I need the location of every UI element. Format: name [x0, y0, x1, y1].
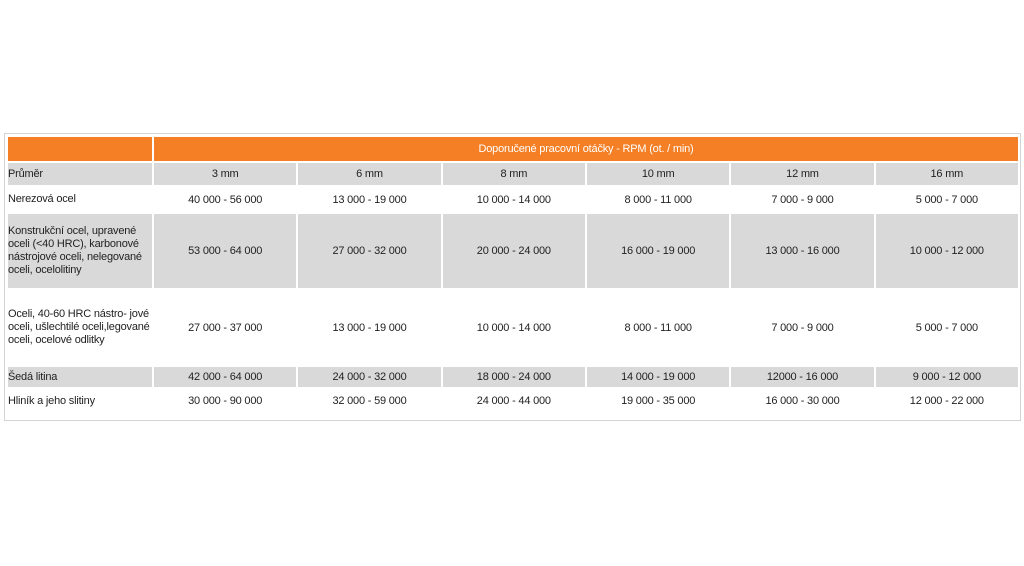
rpm-value: 32 000 - 59 000 [298, 389, 440, 413]
rpm-value: 9 000 - 12 000 [876, 367, 1018, 387]
rpm-value: 10 000 - 12 000 [876, 214, 1018, 288]
rpm-value: 40 000 - 56 000 [154, 187, 296, 212]
size-header: 6 mm [298, 163, 440, 185]
size-header: 12 mm [731, 163, 873, 185]
rpm-value: 7 000 - 9 000 [731, 290, 873, 365]
size-header-row [8, 163, 1018, 185]
rpm-value: 7 000 - 9 000 [731, 187, 873, 212]
material-label: Nerezová ocel [8, 187, 152, 212]
table-row [8, 214, 1018, 288]
rpm-value: 14 000 - 19 000 [587, 367, 729, 387]
material-label: Hliník a jeho slitiny [8, 389, 152, 413]
rpm-value: 24 000 - 32 000 [298, 367, 440, 387]
table-row [8, 389, 1018, 413]
rpm-value: 13 000 - 16 000 [731, 214, 873, 288]
rpm-value: 16 000 - 30 000 [731, 389, 873, 413]
rpm-value: 13 000 - 19 000 [298, 187, 440, 212]
rpm-value: 8 000 - 11 000 [587, 290, 729, 365]
rpm-value: 53 000 - 64 000 [154, 214, 296, 288]
rpm-value: 5 000 - 7 000 [876, 187, 1018, 212]
rpm-value: 12000 - 16 000 [731, 367, 873, 387]
size-header: 8 mm [443, 163, 585, 185]
rpm-value: 8 000 - 11 000 [587, 187, 729, 212]
table-row [8, 290, 1018, 365]
table-title-row [8, 137, 1018, 161]
header-corner-cell [8, 137, 152, 161]
material-label: Šedá litina [8, 367, 152, 387]
table-row [8, 187, 1018, 212]
material-label: Oceli, 40-60 HRC nástro- jové oceli, ušlechtilé oceli,legované oceli, ocelové odlitky [8, 290, 152, 365]
size-header: 3 mm [154, 163, 296, 185]
diameter-label: Průměr [8, 163, 152, 185]
table-row [8, 367, 1018, 387]
rpm-value: 19 000 - 35 000 [587, 389, 729, 413]
rpm-value: 5 000 - 7 000 [876, 290, 1018, 365]
rpm-value: 18 000 - 24 000 [443, 367, 585, 387]
rpm-value: 12 000 - 22 000 [876, 389, 1018, 413]
rpm-value: 10 000 - 14 000 [443, 187, 585, 212]
rpm-value: 10 000 - 14 000 [443, 290, 585, 365]
table-title: Doporučené pracovní otáčky - RPM (ot. / min) [154, 137, 1018, 161]
rpm-value: 24 000 - 44 000 [443, 389, 585, 413]
rpm-value: 16 000 - 19 000 [587, 214, 729, 288]
rpm-value: 42 000 - 64 000 [154, 367, 296, 387]
material-label: Konstrukční ocel, upravené oceli (<40 HRC), karbonové nástrojové oceli, nelegované oceli, ocelolitiny [8, 214, 152, 288]
rpm-value: 30 000 - 90 000 [154, 389, 296, 413]
rpm-value: 27 000 - 32 000 [298, 214, 440, 288]
rpm-value: 13 000 - 19 000 [298, 290, 440, 365]
size-header: 16 mm [876, 163, 1018, 185]
rpm-value: 27 000 - 37 000 [154, 290, 296, 365]
size-header: 10 mm [587, 163, 729, 185]
rpm-value: 20 000 - 24 000 [443, 214, 585, 288]
rpm-table [6, 135, 1020, 415]
